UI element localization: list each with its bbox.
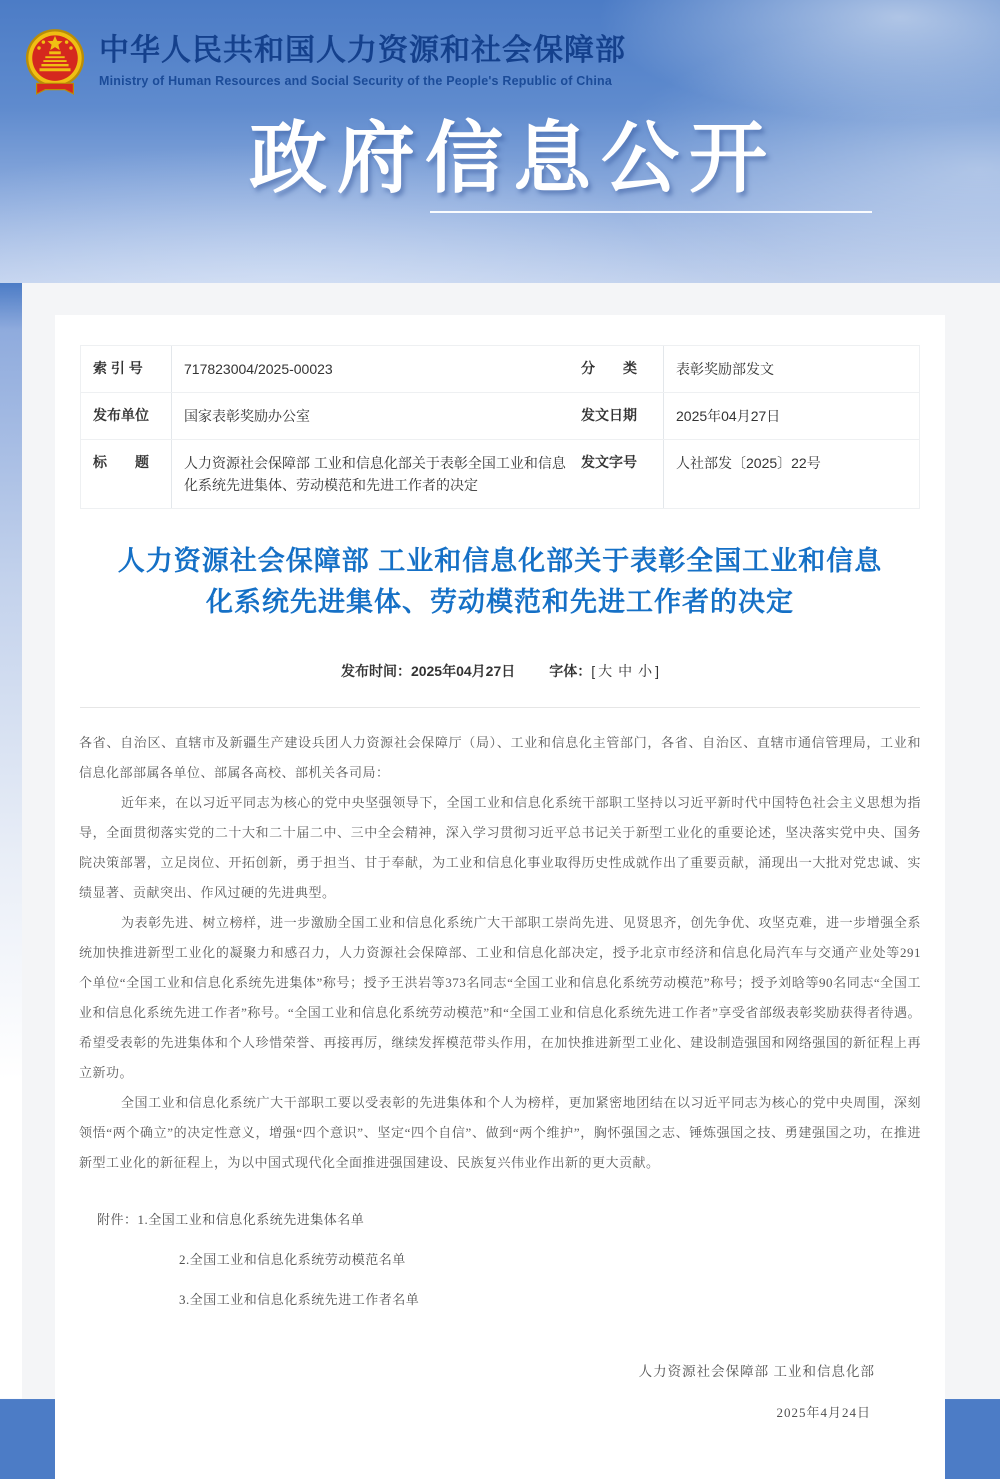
signature-date: 2025年4月24日 — [776, 1405, 871, 1420]
font-size-medium-button[interactable]: 中 — [618, 663, 633, 679]
banner-underline — [430, 211, 872, 213]
font-size-control — [549, 663, 659, 679]
font-size-label: 字体： — [549, 663, 592, 679]
document-card — [55, 315, 945, 1479]
attachments-section — [79, 1200, 921, 1320]
attachment-line-1 — [97, 1200, 921, 1240]
content-outer-card — [22, 283, 1000, 1420]
paragraph-2: 为表彰先进、树立榜样，进一步激励全国工业和信息化系统广大干部职工崇尚先进、见贤思齐，创先争优、攻坚克难，进一步增强全系统加快推进新型工业化的凝聚力和感召力，人力资源社会保障部、工业和信息化部决定，授予北京市经济和信息化局汽车与交通产业处等291个单位“全国工业和信息化系统先进集体”称号；授予王洪岩等373名同志“全国工业和信息化系统劳动模范”称号；授予刘晗等90名同志“全国工业和信息化系统先进工作者”称号。“全国工业和信息化系统劳动模范”和“全国工业和信息化系统先进工作者”享受省部级表彰奖励获得者待遇。希望受表彰的先进集体和个人珍惜荣誉、再接再厉，继续发挥模范带头作用，在加快推进新型工业化、建设制造强国和网络强国的新征程上再立新功。 — [79, 915, 921, 1080]
site-brand — [24, 26, 626, 98]
meta-label-category: 分 类 — [581, 360, 637, 376]
meta-value-index-no: 717823004/2025-00023 — [171, 346, 571, 392]
meta-label-doc-no: 发文字号 — [581, 454, 637, 470]
attachment-link-3[interactable]: 3.全国工业和信息化系统先进工作者名单 — [179, 1292, 420, 1307]
brand-text — [99, 26, 626, 88]
publish-info-row — [55, 661, 945, 681]
meta-value-publisher: 国家表彰奖励办公室 — [171, 393, 571, 439]
document-meta-table — [80, 345, 920, 509]
meta-value-title: 人力资源社会保障部 工业和信息化部关于表彰全国工业和信息化系统先进集体、劳动模范和先进工作者的决定 — [171, 440, 571, 508]
font-size-bracket-close: ] — [655, 663, 660, 679]
publish-time-label: 发布时间： — [340, 663, 411, 679]
meta-value-issue-date: 2025年04月27日 — [663, 393, 919, 439]
meta-value-doc-no: 人社部发〔2025〕22号 — [663, 440, 919, 508]
attachment-link-2[interactable]: 2.全国工业和信息化系统劳动模范名单 — [179, 1252, 406, 1267]
meta-row-publisher — [81, 393, 919, 440]
banner-title: 政府信息公开 — [248, 114, 777, 202]
meta-row-index — [81, 346, 919, 393]
national-emblem-icon — [24, 26, 86, 98]
header-divider — [80, 707, 920, 708]
paragraph-salutation: 各省、自治区、直辖市及新疆生产建设兵团人力资源社会保障厅（局）、工业和信息化主管部门，各省、自治区、直辖市通信管理局，工业和信息化部部属各单位、部属各高校、部机关各司局： — [79, 735, 921, 780]
meta-label-title: 标 题 — [93, 454, 149, 470]
meta-label-index-no: 索 引 号 — [93, 360, 143, 376]
site-banner — [0, 0, 1000, 283]
signature-agencies: 人力资源社会保障部 工业和信息化部 — [638, 1364, 875, 1379]
font-size-small-button[interactable]: 小 — [638, 663, 653, 679]
font-size-large-button[interactable]: 大 — [598, 663, 613, 679]
attachments-label: 附件： — [97, 1212, 138, 1227]
meta-label-issue-date: 发文日期 — [581, 407, 637, 423]
ministry-name-cn: 中华人民共和国人力资源和社会保障部 — [99, 34, 626, 67]
meta-value-category: 表彰奖励部发文 — [663, 346, 919, 392]
document-title: 人力资源社会保障部 工业和信息化部关于表彰全国工业和信息化系统先进集体、劳动模范和先进工作者的决定 — [117, 546, 883, 617]
ministry-name-en: Ministry of Human Resources and Social Security of the People's Republic of China — [99, 74, 613, 88]
document-body — [79, 728, 921, 1178]
attachment-link-1[interactable]: 1.全国工业和信息化系统先进集体名单 — [137, 1212, 365, 1227]
meta-row-title — [81, 440, 919, 508]
paragraph-1: 近年来，在以习近平同志为核心的党中央坚强领导下，全国工业和信息化系统干部职工坚持以习近平新时代中国特色社会主义思想为指导，全面贯彻落实党的二十大和二十届二中、三中全会精神，深入学习贯彻习近平总书记关于新型工业化的重要论述，坚决落实党中央、国务院决策部署，立足岗位、开拓创新，勇于担当、甘于奉献，为工业和信息化事业取得历史性成就作出了重要贡献，涌现出一大批对党忠诚、实绩显著、贡献突出、作风过硬的先进典型。 — [79, 795, 921, 900]
paragraph-3: 全国工业和信息化系统广大干部职工要以受表彰的先进集体和个人为榜样，更加紧密地团结在以习近平同志为核心的党中央周围，深刻领悟“两个确立”的决定性意义，增强“四个意识”、坚定“四个自信”、做到“两个维护”，胸怀强国之志、锤炼强国之技、勇建强国之功，在推进新型工业化的新征程上，为以中国式现代化全面推进强国建设、民族复兴伟业作出新的更大贡献。 — [79, 1095, 921, 1170]
publish-time-value: 2025年04月27日 — [410, 663, 516, 679]
font-size-bracket-open: [ — [591, 663, 596, 679]
meta-label-publisher: 发布单位 — [93, 407, 149, 423]
